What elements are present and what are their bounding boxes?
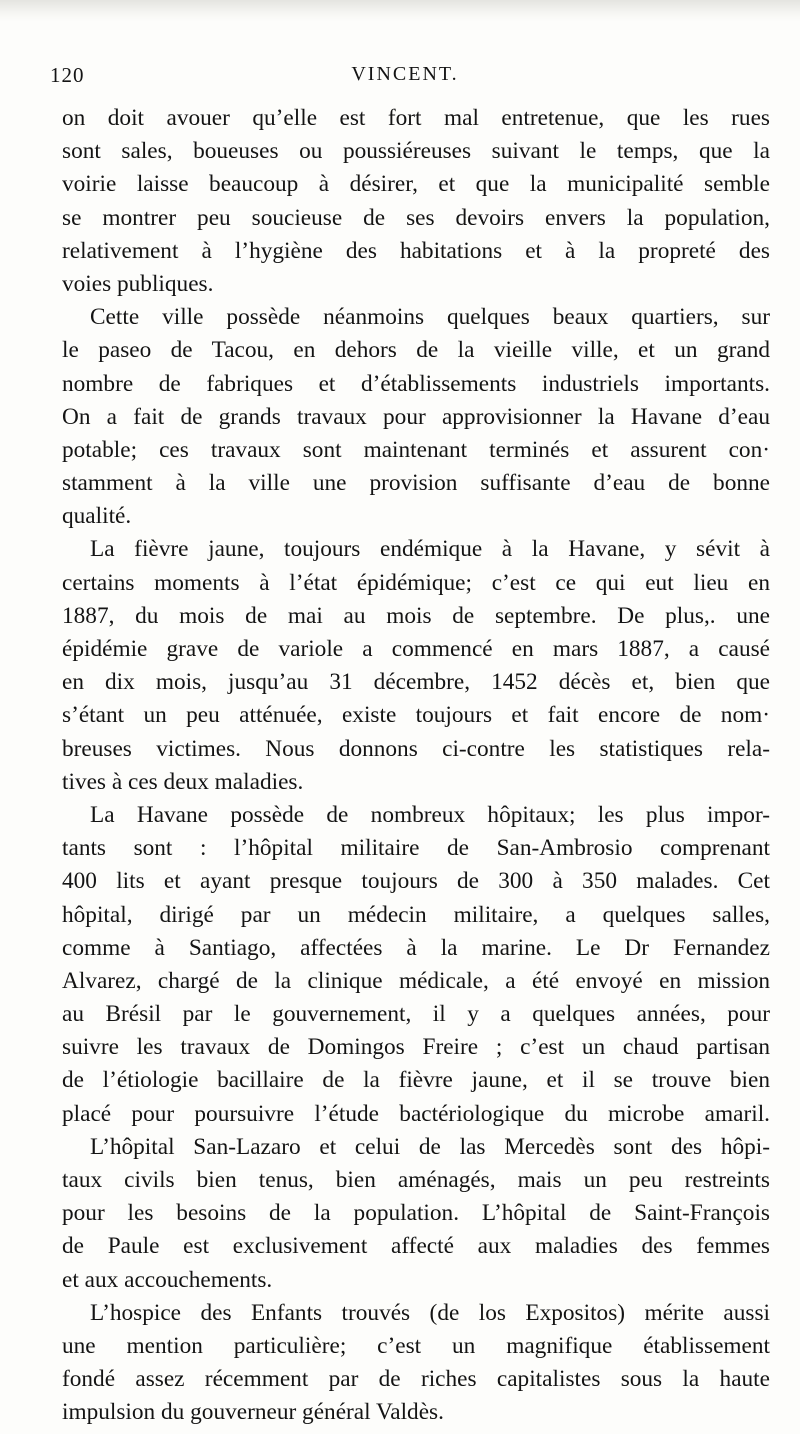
scan-top-edge	[0, 0, 800, 22]
text-line: se montrer peu soucieuse de ses devoirs envers la population,	[62, 204, 770, 231]
text-line: 400 lits et ayant presque toujours de 300 à 350 malades. Cet	[62, 868, 770, 895]
text-line: au Brésil par le gouvernement, il y a quelques années, pour	[62, 1001, 770, 1028]
text-line: hôpital, dirigé par un médecin militaire, a quelques salles,	[62, 901, 770, 928]
paragraph-start-line: L’hospice des Enfants trouvés (de los Expositos) mérite aussi	[90, 1299, 770, 1326]
text-line: placé pour poursuivre l’étude bactériologique du microbe amaril.	[62, 1100, 770, 1127]
text-line: relativement à l’hygiène des habitations et à la propreté des	[62, 237, 770, 264]
text-line: potable; ces travaux sont maintenant terminés et assurent con·	[62, 436, 770, 463]
text-line: voirie laisse beaucoup à désirer, et que la municipalité semble	[62, 171, 770, 198]
text-line: le paseo de Tacou, en dehors de la vieille ville, et un grand	[62, 337, 770, 364]
body-text	[62, 102, 770, 1430]
text-line: suivre les travaux de Domingos Freire ; c’est un chaud partisan	[62, 1034, 770, 1061]
text-line: s’étant un peu atténuée, existe toujours et fait encore de nom·	[62, 702, 770, 729]
text-line: et aux accouchements.	[62, 1266, 273, 1293]
text-line: breuses victimes. Nous donnons ci-contre les statistiques rela-	[62, 735, 770, 762]
text-line: de l’étiologie bacillaire de la fièvre jaune, et il se trouve bien	[62, 1067, 770, 1094]
running-head: VINCENT.	[351, 63, 459, 85]
paragraph-start-line: La Havane possède de nombreux hôpitaux; les plus impor-	[90, 801, 770, 828]
text-line: taux civils bien tenus, bien aménagés, mais un peu restreints	[62, 1167, 770, 1193]
text-line: tants sont : l’hôpital militaire de San-Ambrosio comprenant	[62, 835, 770, 862]
text-line: fondé assez récemment par de riches capitalistes sous la haute	[62, 1366, 770, 1393]
text-line: voies publiques.	[62, 270, 214, 297]
text-line: stamment à la ville une provision suffisante d’eau de bonne	[62, 470, 770, 497]
text-line: 1887, du mois de mai au mois de septembre. De plus,. une	[62, 602, 770, 629]
text-line: comme à Santiago, affectées à la marine. Le Dr Fernandez	[62, 934, 770, 961]
text-line: tives à ces deux maladies.	[62, 768, 304, 795]
page-number: 120	[50, 63, 85, 87]
text-line: impulsion du gouverneur général Valdès.	[62, 1399, 444, 1426]
text-line: en dix mois, jusqu’au 31 décembre, 1452 décès et, bien que	[62, 669, 770, 696]
paragraph-start-line: Cette ville possède néanmoins quelques beaux quartiers, sur	[90, 304, 770, 331]
text-line: qualité.	[62, 503, 132, 530]
page-header	[50, 63, 760, 93]
text-line: certains moments à l’état épidémique; c’est ce qui eut lieu en	[62, 569, 770, 596]
text-line: On a fait de grands travaux pour approvisionner la Havane d’eau	[62, 403, 770, 430]
text-line: pour les besoins de la population. L’hôpital de Saint-François	[62, 1200, 770, 1227]
text-line: de Paule est exclusivement affecté aux maladies des femmes	[62, 1233, 770, 1260]
text-line: une mention particulière; c’est un magnifique établissement	[62, 1332, 770, 1359]
text-line: épidémie grave de variole a commencé en mars 1887, a causé	[62, 636, 770, 662]
paragraph-start-line: La fièvre jaune, toujours endémique à la Havane, y sévit à	[90, 536, 770, 563]
text-line: Alvarez, chargé de la clinique médicale, a été envoyé en mission	[62, 967, 770, 994]
text-line: on doit avouer qu’elle est fort mal entretenue, que les rues	[62, 105, 770, 131]
text-line: nombre de fabriques et d’établissements industriels importants.	[62, 370, 770, 397]
paragraph-start-line: L’hôpital San-Lazaro et celui de las Mercedès sont des hôpi-	[90, 1133, 770, 1160]
text-line: sont sales, boueuses ou poussiéreuses suivant le temps, que la	[62, 138, 770, 165]
